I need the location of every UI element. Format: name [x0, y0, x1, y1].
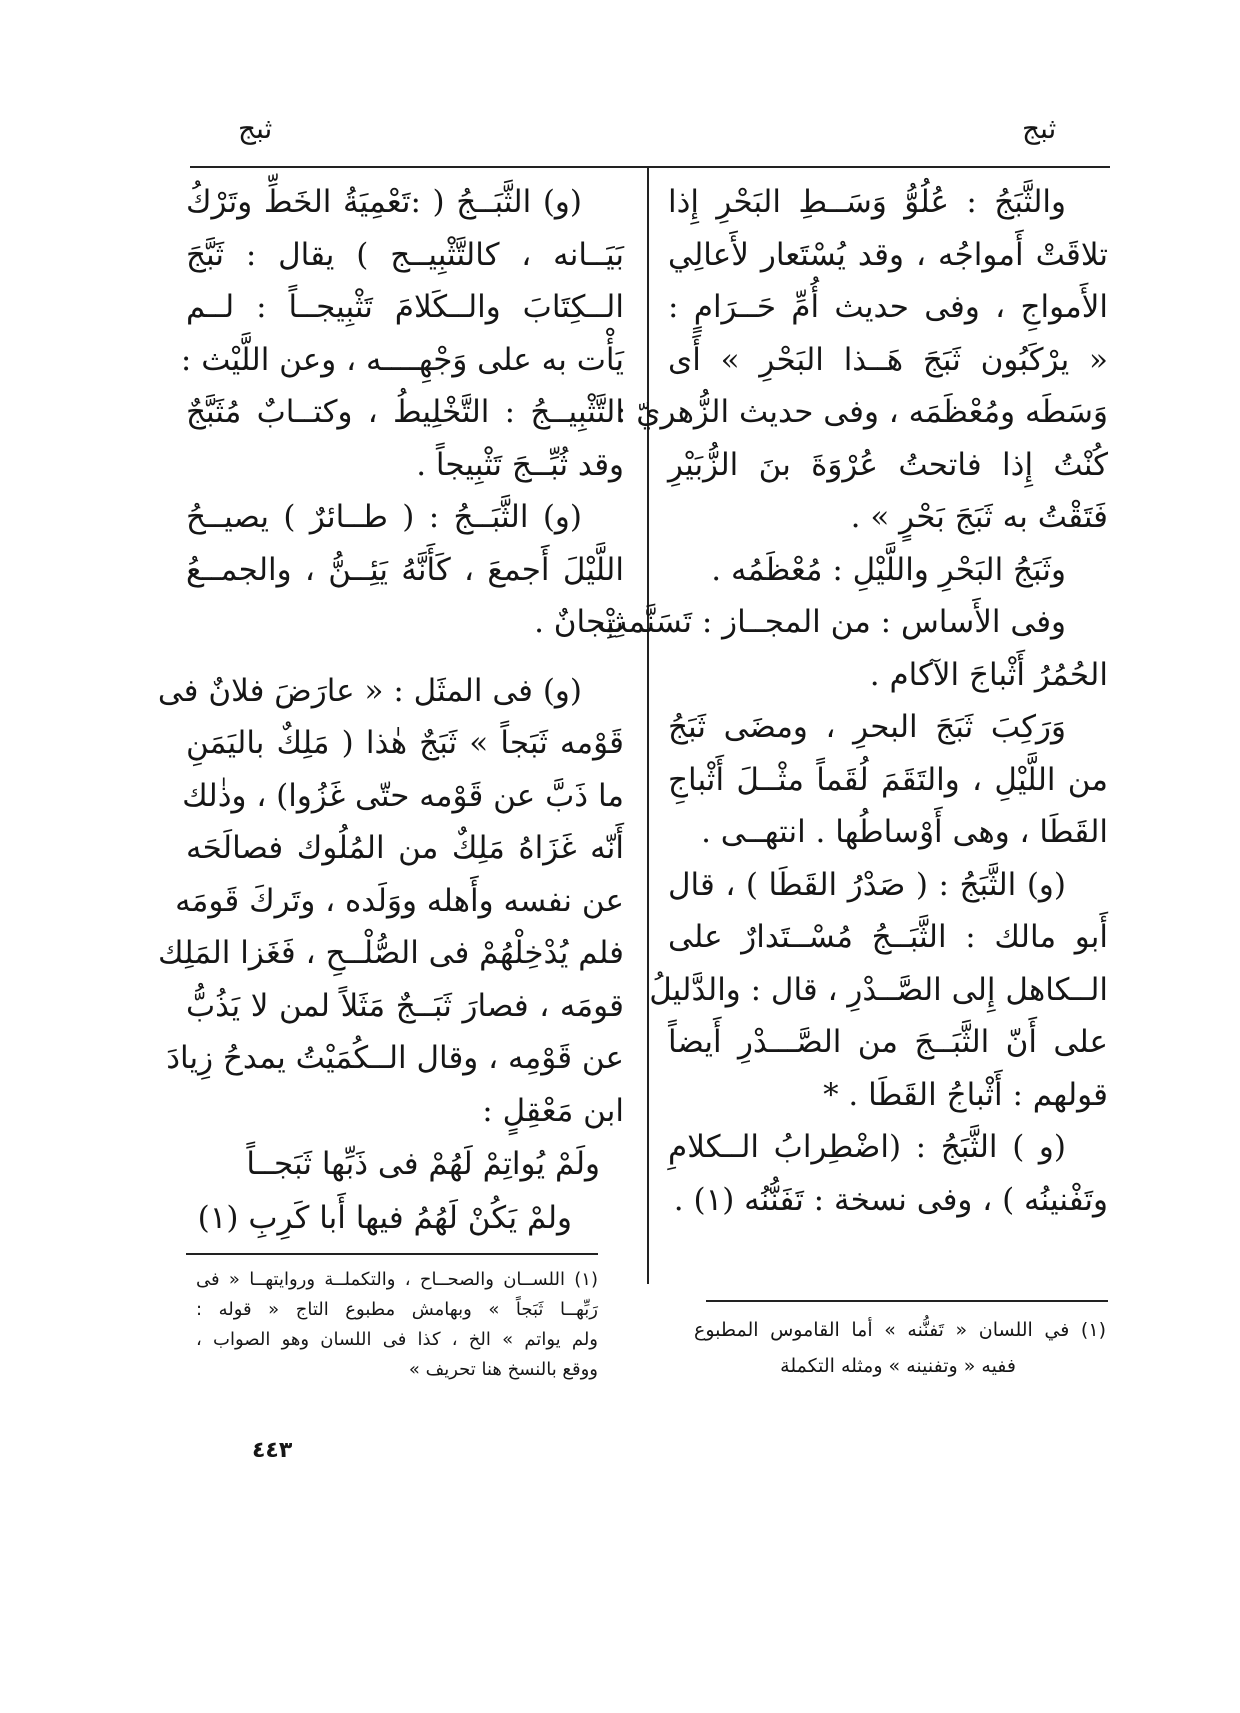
text-line: فلم يُدْخِلْهُمْ فى الصُّلْــحِ ، فَغَزا المَلِك [158, 935, 624, 971]
footnote-line: ففيه « وتفنينه » ومثله التكملة [780, 1355, 1016, 1377]
text-line: فَتَقْتُ به ثَبَجَ بَحْرٍ » . [850, 499, 1108, 535]
text-line: قَوْمه ثَبَجاً » ثَبَجٌ هٰذا ( مَلِكٌ باليَمَنِ [186, 725, 624, 761]
text-line: التَّثْبِيــجُ : التَّخْلِيطُ ، وكتــابٌ مُثَبَّجٌ [186, 394, 624, 430]
text-line: وثَبَجُ البَحْرِ واللَّيْلِ : مُعْظَمُه . [711, 551, 1066, 588]
footnote-line: (١) اللســان والصحــاح ، والتكملــة وروايتهــا « فى [196, 1269, 598, 1290]
running-head-left: ثبج [238, 112, 273, 145]
text-line: أَبو مالك : الثَّبَــجُ مُسْــتَدارٌ على [668, 919, 1108, 955]
column-divider [647, 166, 649, 1284]
text-line: بَيَــانه ، كالتَّثْبِيــج ) يقال : ثَبَّجَ [186, 236, 624, 273]
text-line: يَأْت به على وَجْهِــــه ، وعن اللَّيْث : [180, 341, 624, 378]
right-column [598, 176, 1108, 1226]
text-line: الحُمُرُ أَثْباجَ الآكام . [869, 656, 1108, 693]
text-line: (و) الثَّبَــجُ ( :تَعْمِيَةُ الخَطِّ وتَرْكُ [186, 184, 582, 220]
footnote-line: ووقع بالنسخ هنا تحريف » [408, 1359, 598, 1380]
text-line: قومَه ، فصارَ ثَبَــجٌ مَثَلاً لمن لا يَذُبُّ [186, 987, 624, 1024]
text-line: (و) الثَّبَــجُ : ( طــائرٌ ) يصيــحُ [186, 499, 582, 535]
footnote-rule-left [186, 1253, 598, 1255]
paragraph-gap [186, 649, 624, 665]
footnote-line: رَبِّهــا ثَبَجاً » وبهامش مطبوع التاج « قوله : [196, 1299, 598, 1320]
verse-line-2: ولمْ يَكُنْ لَهُمُ فيها أَبا كَرِبِ (١) [197, 1200, 572, 1236]
text-line: وَسَطَه ومُعْظَمَه ، وفى حديث الزُّهريّ : [615, 394, 1108, 430]
text-line: عن قَوْمِه ، وقال الــكُمَيْتُ يمدحُ زِيادَ [166, 1040, 624, 1076]
footnote-line: ولم يواتم » الخ ، كذا فى اللسان وهو الصواب ، [196, 1329, 598, 1350]
text-line: ما ذَبَّ عن قَوْمه حتّى غَزُوا) ، وذٰلك [182, 777, 624, 814]
text-line: « يرْكَبُون ثَبَجَ هَــذا البَحْرِ » أَى [668, 341, 1108, 378]
text-line: وقد ثُبِّــجَ تَثْبِيجاً . [416, 446, 624, 483]
text-line: (و) فى المثَل : « عارَضَ فلانٌ فى [157, 672, 582, 709]
text-line: كُنْتُ إِذا فاتحتُ عُرْوَةَ بنَ الزُّبَيْرِ [668, 446, 1108, 483]
text-line: الــكاهل إِلى الصَّــدْرِ ، قال : والدَّليلُ [649, 971, 1108, 1008]
text-line: الأَمواجِ ، وفى حديث أُمِّ حَــرَامٍ : [668, 289, 1108, 325]
text-line: أَنّه غَزَاهُ مَلِكٌ من المُلُوك فصالَحَه [186, 830, 624, 866]
footnote-rule-right [706, 1300, 1108, 1302]
footnotes-left [196, 1265, 598, 1385]
text-line: (و) الثَّبَجُ : ( صَدْرُ القَطَا ) ، قال [668, 866, 1066, 903]
footnote-line: (١) في اللسان « تَفنُّنه » أما القاموس المطبوع [694, 1319, 1106, 1341]
text-line: والثَّبَجُ : عُلُوُّ وَسَــطِ البَحْرِ إِذا [668, 184, 1066, 220]
text-line: الــكِتَابَ والــكَلامَ تَثْبِيجــاً : لــم [186, 289, 624, 325]
text-line: ابن مَعْقِلٍ : [482, 1092, 624, 1129]
text-line: عن نفسه وأَهله ووَلَده ، وتَركَ قَومَه [175, 882, 624, 919]
left-column [157, 176, 624, 1245]
text-line: وَرَكِبَ ثَبَجَ البحرِ ، ومضَى ثَبَجُ [668, 709, 1066, 745]
text-line: وتَفْنينُه ) ، وفى نسخة : تَفَنُّنُه (١) . [673, 1181, 1108, 1218]
page-number: ٤٤٣ [252, 1438, 293, 1463]
text-line: من اللَّيْلِ ، والتَقَمَ لُقَماً مثْــلَ أَثْباجِ [668, 761, 1108, 798]
text-line: (و ) الثَّبَجُ : (اضْطِرابُ الــكلامِ [668, 1129, 1066, 1165]
header-rule [190, 166, 1110, 168]
text-line: قولهم : أَثْباجُ القَطَا . * [823, 1076, 1108, 1113]
text-line: اللَّيْلَ أَجمعَ ، كَأَنَّهُ يَئِــنُّ ، والجمــعُ [186, 551, 624, 588]
verse-line-1: ولَمْ يُواتِمْ لَهُمْ فى ذَبِّها ثَبَجــاً [246, 1146, 600, 1182]
text-line: تلاقَتْ أَمواجُه ، وقد يُسْتَعار لأَعالِي [668, 236, 1108, 273]
footnotes-right [694, 1312, 1106, 1384]
text-line: وفى الأَساس : من المجــاز : تَسَنَّمتِ [598, 604, 1066, 640]
text-line: على أَنّ الثَّبَــجَ من الصَّـــدْرِ أَيضاً [668, 1024, 1108, 1060]
text-line: القَطَا ، وهى أَوْساطُها . انتهــى . [701, 814, 1108, 850]
running-head-right: ثبج [1022, 112, 1057, 145]
text-line: ثِبْجانٌ . [534, 604, 624, 640]
